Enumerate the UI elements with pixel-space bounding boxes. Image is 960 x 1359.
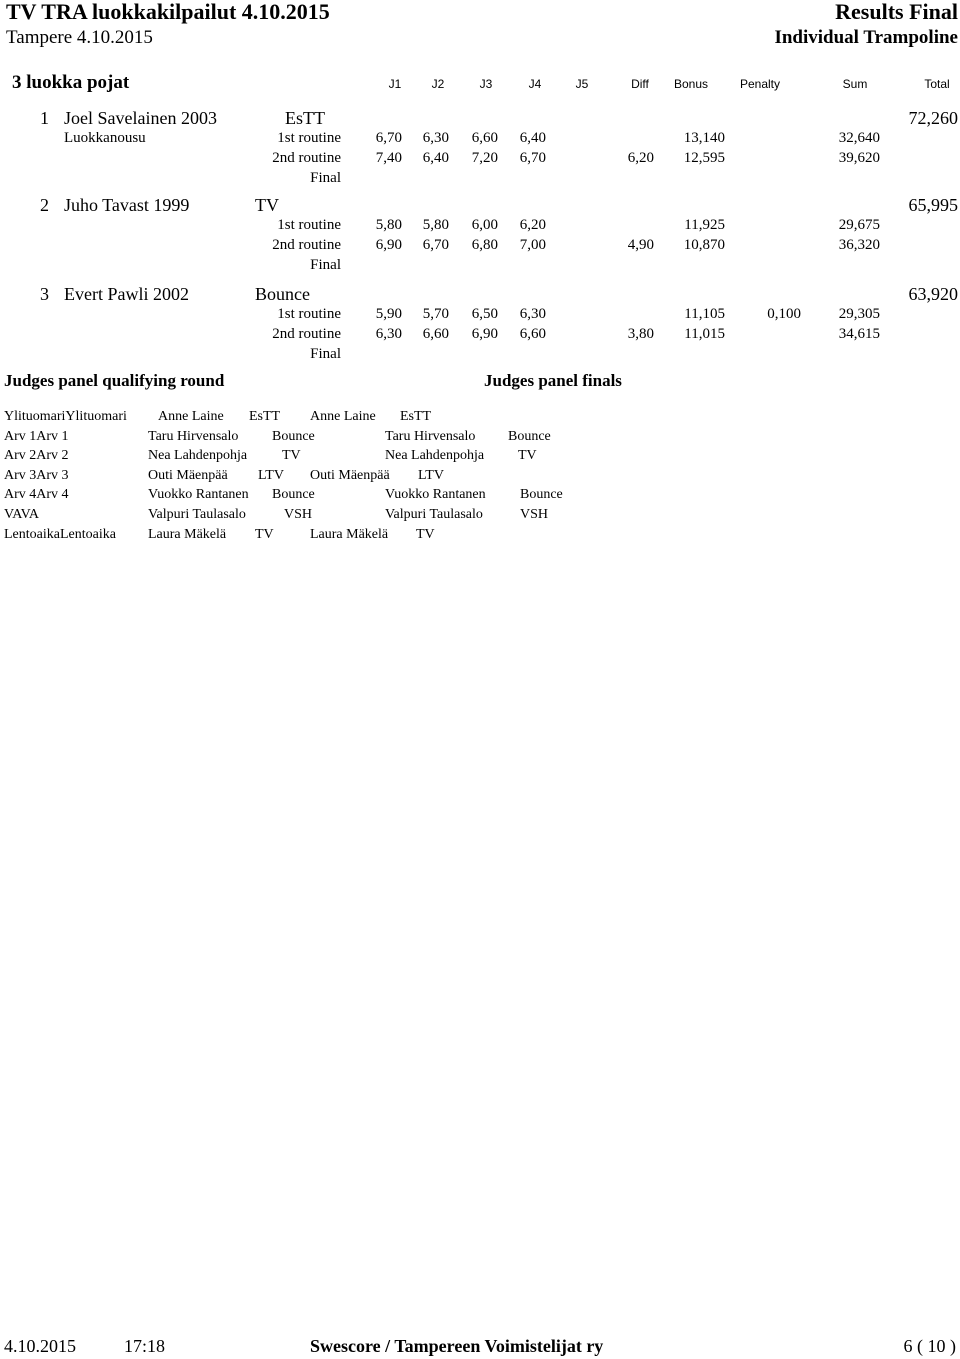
column-header-diff: Diff xyxy=(631,77,649,91)
routine-label: Final xyxy=(310,257,341,273)
athlete-name: Evert Pawli 2002 xyxy=(64,284,189,304)
judge-role: VAVA xyxy=(4,507,40,522)
score-j3: 7,20 xyxy=(471,150,498,166)
column-header-j3: J3 xyxy=(479,77,493,91)
judge-role: Arv 2Arv 2 xyxy=(4,448,69,464)
routine-label: 2nd routine xyxy=(272,326,341,342)
score-j4: 6,40 xyxy=(519,130,546,146)
judge-final-club: TV xyxy=(416,526,435,542)
judge-final-name: Taru Hirvensalo xyxy=(385,428,476,444)
score-j2: 6,70 xyxy=(422,237,449,253)
score-j2: 5,80 xyxy=(422,217,449,233)
athlete-rank: 3 xyxy=(40,284,49,304)
column-header-sum: Sum xyxy=(842,77,868,91)
discipline-label: Individual Trampoline xyxy=(774,27,958,48)
judge-final-name: Vuokko Rantanen xyxy=(385,487,486,503)
score-j4: 6,60 xyxy=(519,326,546,342)
score-j2: 6,30 xyxy=(422,130,449,146)
judge-qual-club: Bounce xyxy=(272,428,315,444)
column-header-j1: J1 xyxy=(388,77,402,91)
location-date: Tampere 4.10.2015 xyxy=(6,27,153,48)
judge-role: Arv 3Arv 3 xyxy=(4,467,69,483)
column-header-bonus: Bonus xyxy=(673,77,709,91)
score-j4: 6,30 xyxy=(519,306,546,322)
judge-qual-club: TV xyxy=(255,526,274,542)
judge-final-name: Anne Laine xyxy=(310,409,376,424)
judge-qual-club: TV xyxy=(282,448,301,464)
score-j1: 6,90 xyxy=(375,237,402,253)
score-bonus: 10,870 xyxy=(683,237,725,253)
judge-qual-club: LTV xyxy=(258,467,284,483)
athlete-rank: 1 xyxy=(40,108,49,128)
column-header-j2: J2 xyxy=(431,77,445,91)
athlete-rank: 2 xyxy=(40,195,49,215)
score-j4: 6,20 xyxy=(519,217,546,233)
judge-role: YlituomariYlituomari xyxy=(4,409,127,424)
athlete-total: 65,995 xyxy=(908,195,958,215)
score-j4: 6,70 xyxy=(519,150,546,166)
score-j1: 7,40 xyxy=(375,150,402,166)
score-diff: 3,80 xyxy=(627,326,654,342)
judge-final-name: Outi Mäenpää xyxy=(310,467,390,483)
score-j3: 6,90 xyxy=(471,326,498,342)
judge-qual-name: Anne Laine xyxy=(158,409,224,424)
score-sum: 32,640 xyxy=(838,130,880,146)
athlete-note: Luokkanousu xyxy=(64,130,146,146)
footer-date: 4.10.2015 xyxy=(4,1336,76,1356)
score-j3: 6,80 xyxy=(471,237,498,253)
results-label: Results Final xyxy=(835,0,958,24)
judge-role: Arv 4Arv 4 xyxy=(4,487,69,503)
routine-label: 1st routine xyxy=(277,306,341,322)
judge-final-club: Bounce xyxy=(520,487,563,503)
footer-organizer: Swescore / Tampereen Voimistelijat ry xyxy=(310,1336,604,1356)
judge-final-club: EsTT xyxy=(400,409,432,424)
column-header-j5: J5 xyxy=(575,77,589,91)
score-j2: 6,40 xyxy=(422,150,449,166)
score-j3: 6,50 xyxy=(471,306,498,322)
event-title: TV TRA luokkakilpailut 4.10.2015 xyxy=(6,0,330,24)
score-j2: 5,70 xyxy=(422,306,449,322)
score-bonus: 12,595 xyxy=(683,150,725,166)
score-j1: 6,70 xyxy=(375,130,402,146)
routine-label: 1st routine xyxy=(277,217,341,233)
judge-qual-club: EsTT xyxy=(249,409,281,424)
score-j3: 6,00 xyxy=(471,217,498,233)
score-penalty: 0,100 xyxy=(767,306,801,322)
judge-qual-name: Outi Mäenpää xyxy=(148,467,228,483)
routine-label: 2nd routine xyxy=(272,150,341,166)
footer-time: 17:18 xyxy=(124,1336,166,1356)
judge-final-club: VSH xyxy=(520,507,549,522)
judge-final-name: Valpuri Taulasalo xyxy=(385,507,483,522)
judge-role: LentoaikaLentoaika xyxy=(4,526,116,542)
score-j4: 7,00 xyxy=(519,237,546,253)
judge-qual-club: VSH xyxy=(284,507,313,522)
judge-qual-name: Vuokko Rantanen xyxy=(148,487,249,503)
score-sum: 29,305 xyxy=(838,306,880,322)
score-sum: 34,615 xyxy=(838,326,880,342)
column-header-total: Total xyxy=(924,77,950,91)
routine-label: 1st routine xyxy=(277,130,341,146)
footer-page-number: 6 ( 10 ) xyxy=(903,1336,956,1356)
judge-qual-name: Laura Mäkelä xyxy=(148,526,227,542)
athlete-total: 72,260 xyxy=(908,108,958,128)
column-header-penalty: Penalty xyxy=(739,77,781,91)
judges-finals-title: Judges panel finals xyxy=(484,371,622,390)
routine-label: Final xyxy=(310,346,341,362)
judge-qual-name: Nea Lahdenpohja xyxy=(148,448,248,464)
judge-qual-name: Taru Hirvensalo xyxy=(148,428,239,444)
judge-qual-name: Valpuri Taulasalo xyxy=(148,507,246,522)
judge-qual-club: Bounce xyxy=(272,487,315,503)
judge-role: Arv 1Arv 1 xyxy=(4,428,69,444)
score-bonus: 11,105 xyxy=(684,306,725,322)
judge-final-club: LTV xyxy=(418,467,444,483)
score-bonus: 11,925 xyxy=(684,217,725,233)
athlete-name: Juho Tavast 1999 xyxy=(64,195,190,215)
judge-final-club: TV xyxy=(518,448,537,464)
judge-final-name: Laura Mäkelä xyxy=(310,526,389,542)
score-j2: 6,60 xyxy=(422,326,449,342)
athlete-total: 63,920 xyxy=(908,284,958,304)
score-sum: 29,675 xyxy=(838,217,880,233)
athlete-name: Joel Savelainen 2003 xyxy=(64,108,217,128)
athlete-club: Bounce xyxy=(255,284,310,304)
score-j3: 6,60 xyxy=(471,130,498,146)
score-diff: 4,90 xyxy=(627,237,654,253)
judge-final-club: Bounce xyxy=(508,428,551,444)
routine-label: Final xyxy=(310,170,341,186)
score-bonus: 11,015 xyxy=(684,326,725,342)
score-diff: 6,20 xyxy=(627,150,654,166)
judge-final-name: Nea Lahdenpohja xyxy=(385,448,485,464)
score-sum: 39,620 xyxy=(838,150,880,166)
score-j1: 6,30 xyxy=(375,326,402,342)
judges-qualifying-title: Judges panel qualifying round xyxy=(4,371,225,390)
athlete-club: TV xyxy=(255,195,279,215)
column-header-j4: J4 xyxy=(528,77,542,91)
score-bonus: 13,140 xyxy=(683,130,725,146)
score-j1: 5,80 xyxy=(375,217,402,233)
score-j1: 5,90 xyxy=(375,306,402,322)
athlete-club: EsTT xyxy=(285,108,325,128)
class-title: 3 luokka pojat xyxy=(12,72,130,93)
score-sum: 36,320 xyxy=(838,237,880,253)
routine-label: 2nd routine xyxy=(272,237,341,253)
